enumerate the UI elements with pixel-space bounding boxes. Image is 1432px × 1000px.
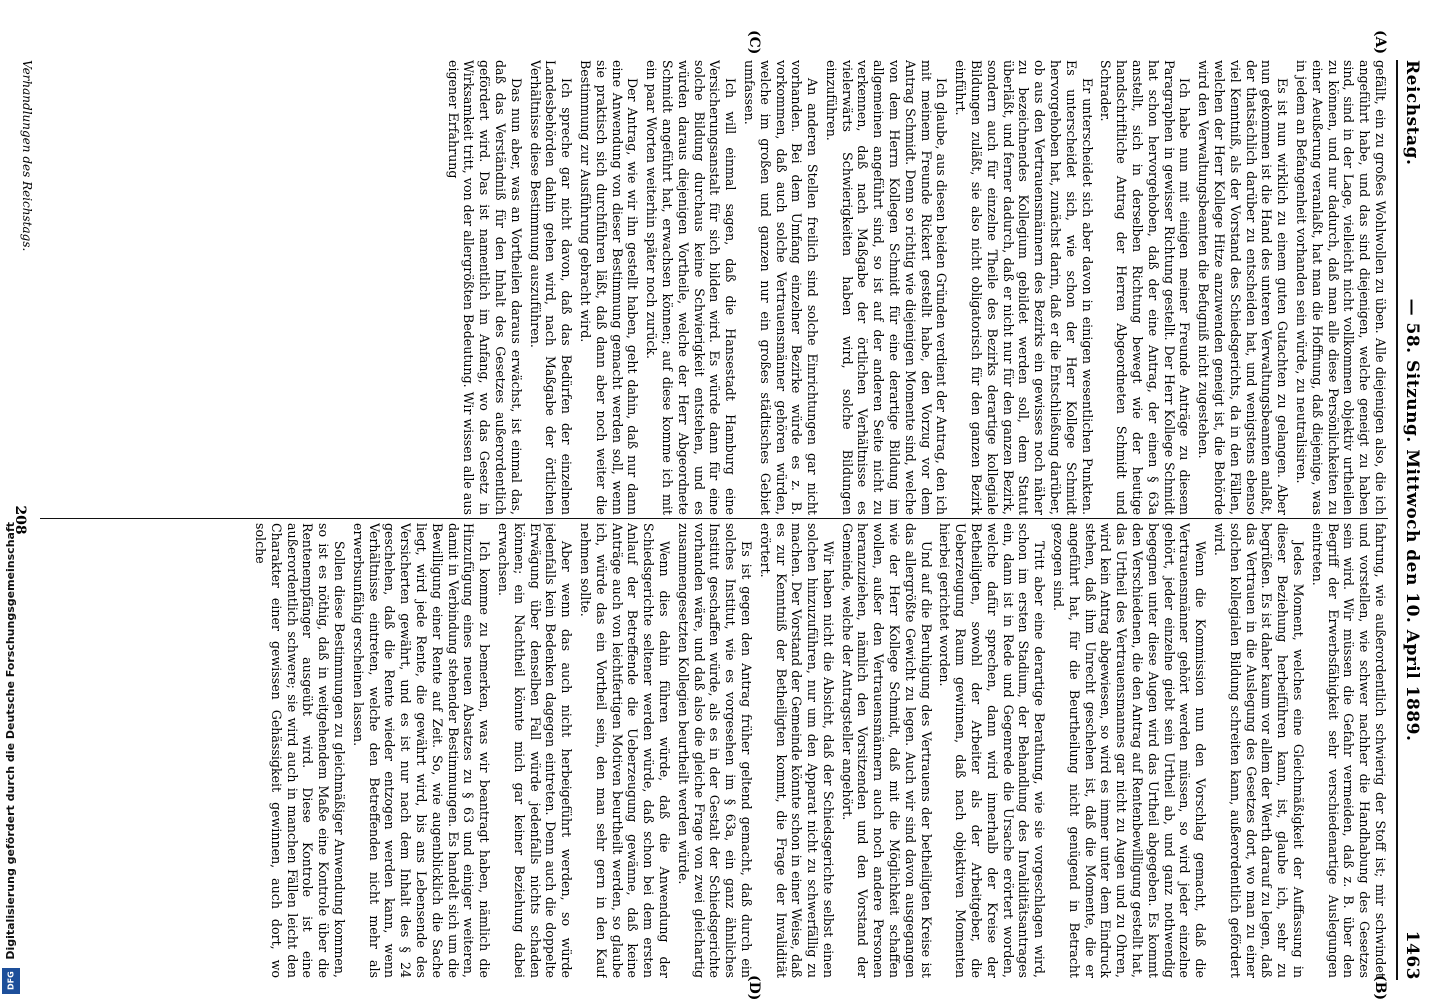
header-title: Reichstag. xyxy=(1402,60,1422,166)
paragraph: Jedes Moment, welches eine Gleichmäßigkeit der Auffassung in dieser Beziehung herbeiführen kann, ist, glaube ich, sehr zu begrüßen. Es ist daher kaum vor allem der Werth darauf zu legen, daß das Vertrauen in die Auslegung des Gesetzes dort, wo man zu einer solchen kollegialen Bildung schreiten kann, außerordentlich gefördert wird. xyxy=(1212,523,1307,978)
margin-mark-a: (A) xyxy=(1372,30,1388,55)
column-divider xyxy=(40,518,1388,519)
credit-text: Digitalisierung gefördert durch die Deutsche Forschungsgemeinschaft xyxy=(4,522,17,960)
paragraph: Es ist nun wirklich zu einem guten Gutachten zu gelangen. Aber nun gekommen ist die Hand des unteren Verwaltungsbeamten anlaßt, der thatsächlich darüber zu entscheiden hat, und wenigstens ebenso viel Kenntniß, als der Vorstand des Schiedsgerichts, da in den Fällen, welchen der Herr Kollege Hitze anzuwenden geneigt ist, die Behörde wird den Verwaltungsbeamten die Befugniß nicht zugestehen. xyxy=(1196,60,1291,515)
paragraph: Ich will einmal sagen, daß die Hansestadt Hamburg eine Versicherungsanstalt für sich bilden wird. Es würde dann für eine solche Bildung durchaus keine Schwierigkeit entstehen, und es würden daraus diejenigen Vortheile, welche der Herr Abgeordnete Schmidt angeführt hat, erwachsen können; auf diese komme ich mit ein paar Worten weiterhin später noch zurück. xyxy=(644,60,739,515)
paragraph: Wir haben nicht die Absicht, daß der Schiedsgerichte selbst einen solchen hinzuzuführen, nur um den Apparat nicht zu schwerfällig zu machen. Der Vorstand der Gemeinde könnte schon in einer Weise, daß es zur Kenntniß der Betheiligten kommt, die Frage der Invalidität erörtert. xyxy=(757,523,836,978)
margin-mark-d: (D) xyxy=(746,975,762,1000)
paragraph: An anderen Stellen freilich sind solche Einrichtungen gar nicht vorhanden. Bei dem Umfang einzelner Bezirke würde es z. B. vorkommen, daß auch solche Vertrauensmänner gehören würden, welche im großen und ganzen nur ein großes städtisches Gebiet umfassen. xyxy=(741,60,821,515)
paragraph: Es ist gegen den Antrag früher geltend gemacht, daß durch ein solches Institut, wie es vorgesehen im § 63a, ein ganz ähnliches Institut geschaffen würde, als es in der Gestalt der Schiedsgerichte vorhanden wäre, und daß also die gleiche Frage von zwei gleichartig zusammengesetzten Kollegien beurtheilt werden würde. xyxy=(675,523,754,978)
paragraph: Aber wenn das auch nicht herbeigeführt werden, so würde jedenfalls kein Bedenken dagegen eintreten. Denn auch die doppelte Erwägung über denselben Fall würde jedenfalls nichts schaden können; ein Nachtheil könnte mich gar keiner Beziehung dabei erwachsen. xyxy=(495,523,575,978)
page-header xyxy=(1400,60,1422,980)
paragraph: Ich komme zu bemerken, was wir beantragt haben, nämlich die Hinzufügung eines neuen Absatzes zu § 63 und einiger weiteren, damit in Verbindung stehender Bestimmungen. Es handelt sich um die Bewilligung einer Rente auf Zeit. So, wie augenblicklich die Sache liegt, wird jede Rente, die gewährt wird, bis ans Lebensende des Versicherten gewährt, und es ist nur nach dem Inhalt des § 24 geschehen, daß die Rente wieder entzogen werden kann, wenn Verhältnisse eintreten, welche den Betreffenden nicht mehr als erwerbsunfähig erscheinen lassen. xyxy=(350,523,493,978)
footer-page-number: 208 xyxy=(12,505,28,535)
paragraph: Er unterscheidet sich aber davon in einigen wesentlichen Punkten. Es unterscheidet sich, wie schon der Herr Kollege Schmidt hervorgehoben hat, zunächst darin, daß er die Entschließung darüber, ob aus den Vertrauensmännern des Bezirks ein gewisses noch näher zu bezeichnendes Kollegium gebildet werden soll, dem Statut überläßt, und ferner dadurch, daß er nicht nur für den ganzen Bezirk, sondern auch für einzelne Theile des Bezirks derartige kollegiale Bildungen zuläßt, sie also nicht obligatorisch für den ganzen Bezirk einführt. xyxy=(953,60,1095,515)
left-text-column xyxy=(44,60,1388,515)
paragraph: Der Antrag, wie wir ihn gestellt haben, geht dahin, daß nur dann eine Anwendung von dieser Bestimmung gemacht werden soll, wenn sie praktisch sich durchführen läßt, daß dann aber noch weiter die Bestimmung zur Ausführung gebracht wird. xyxy=(577,60,641,515)
paragraph: Ich glaube, aus diesen beiden Gründen verdient der Antrag, den ich mit meinem Freunde Rickert gestellt habe, den Vorzug vor dem Antrag Schmidt. Denn so richtig wie diejenigen Momente sind, welche von dem Herrn Kollegen Schmidt für eine derartige Bildung im allgemeinen angeführt sind, so ist auf der anderen Seite nicht zu verkennen, daß nach Maßgabe der örtlichen Verhältnisse es vielerwärts Schwierigkeiten haben wird, solche Bildungen einzuführen. xyxy=(823,60,950,515)
margin-mark-b: (B) xyxy=(1372,975,1388,1000)
paragraph: gefällt, ein zu großes Wohlwollen zu üben. Alle diejenigen also, die ich angeführt habe, und das sind diejenigen, welche geneigt zu haben sind, sind in der Lage, vielleicht nicht vollkommen objektiv urtheilen zu können, und nur dadurch, daß man alle diese Persönlichkeiten zu einer Aeußerung veranlaßt, hat man die Hoffnung, daß diejenige, was in jedem an Befangenheit vorhanden sein würde, zu neutralisiren. xyxy=(1294,60,1388,515)
paragraph: Wenn dies dahin führen würde, daß die Anwendung der Schiedsgerichte seltener werden würde, daß schon bei dem ersten Anlauf der Betreffende die Ueberzeugung gewänne, daß keine Anträge auch von leichtfertigen Motiven beurtheilt werden, so glaube ich, würde das ein Vortheil sein, den man sehr gern in den Kauf nehmen sollte. xyxy=(577,523,672,978)
paragraph: Sollen diese Bestimmungen zu gleichmäßiger Anwendung kommen, so ist es nöthig, daß in weitgehendem Maße eine Kontrole über die Rentenempfänger ausgeübt wird. Diese Kontrole ist eine außerordentlich schwere; sie wird auch in manchen Fällen leicht den Charakter einer gewissen Gehässigkeit gewinnen, auch dort, wo solche xyxy=(253,523,347,978)
dfg-logo: DFG xyxy=(2,968,20,994)
header-rule xyxy=(1396,60,1398,980)
paragraph: Ich habe nun mit einigen meiner Freunde Anträge zu diesem Paragraphen in gewisser Richtung gestellt. Der Herr Kollege Schmidt hat schon hervorgehoben, daß der eine Antrag, der einen § 63a anstellt, sich in derselben Richtung bewegt wie der heutige handschriftliche Antrag der Herren Abgeordneten Schmidt und Schrader. xyxy=(1098,60,1193,515)
paragraph: Das nun aber, was an Vortheilen daraus erwächst, ist einmal das, daß das Verständniß für den Inhalt des Gesetzes außerordentlich gefördert wird. Das ist namentlich im Anfang, wo das Gesetz in Wirksamkeit tritt, von der allergrößten Bedeutung. Wir wissen alle aus eigener Erfahrung xyxy=(445,60,524,515)
margin-mark-c: (C) xyxy=(746,30,762,55)
paragraph: Und auf die Beruhigung des Vertrauens der betheiligten Kreise ist das allergrößte Gewicht zu legen. Auch wir sind davon ausgegangen wie der Herr Kollege Schmidt, daß mit die Möglichkeit schaffen wollen, außer den Vertrauensmännern auch noch andere Personen heranzuziehen, nämlich den Vorsitzenden und den Vorstand der Gemeinde, welche der Antragsteller angehört. xyxy=(839,523,934,978)
paragraph: fahrung, wie außerordentlich schwierig der Stoff ist; mir schwindet und vorstellen, wie schwer nachher die Handhabung des Gesetzes sein wird. Wir müssen die Gefahr vermeiden, daß z. B. über den Begriff der Erwerbsfähigkeit sehr verschiedenartige Auslegungen eintreten. xyxy=(1309,523,1388,978)
header-session: — 58. Sitzung. Mittwoch den 10. April 1889. xyxy=(1402,298,1422,742)
paragraph: Wenn die Kommission nun den Vorschlag gemacht, daß die Vertrauensmänner gehört werden müssen, so wird jeder einzelne gehört, jeder einzelne giebt sein Urtheil ab, und ganz nothwendig begegnen unter diese Augen wird das Urtheil abgegeben. Es kommt den Verschiedenen, die den Antrag auf Rentenbewilligung gestellt hat, das Urtheil des Vertrauensmannes gar nicht zu Augen und zu Ohren, wird kein Antrag abgewiesen, so wird es immer unter dem Eindruck stehen, daß ihm Unrecht geschehen ist, daß die Momente, die er angeführt hat, für die Beurtheilung nicht genügend in Betracht gezogen sind. xyxy=(1051,523,1209,978)
signature-line: Verhandlungen des Reichstags. xyxy=(20,60,34,252)
header-page-number: 1463 xyxy=(1402,930,1422,980)
right-text-column xyxy=(44,523,1388,978)
paragraph: Ich spreche gar nicht davon, daß das Bedürfen der einzelnen Landesbehörden dahin gehen wird, nach Maßgabe der örtlichen Verhältnisse diese Bestimmung auszuführen. xyxy=(527,60,575,515)
paragraph: Tritt aber eine derartige Berathung, wie sie vorgeschlagen wird, schon im ersten Stadium, der Behandlung des Invaliditätsantrages ein, dann ist in Rede und Gegenrede die Ursache erörtert worden, welche dafür sprechen, dann wird innerhalb der Kreise der Betheiligten, sowohl der Arbeiter als der Arbeitgeber, die Ueberzeugung Raum gewinnen, daß nach objektiven Momenten hierbei gerichtet worden. xyxy=(937,523,1048,978)
